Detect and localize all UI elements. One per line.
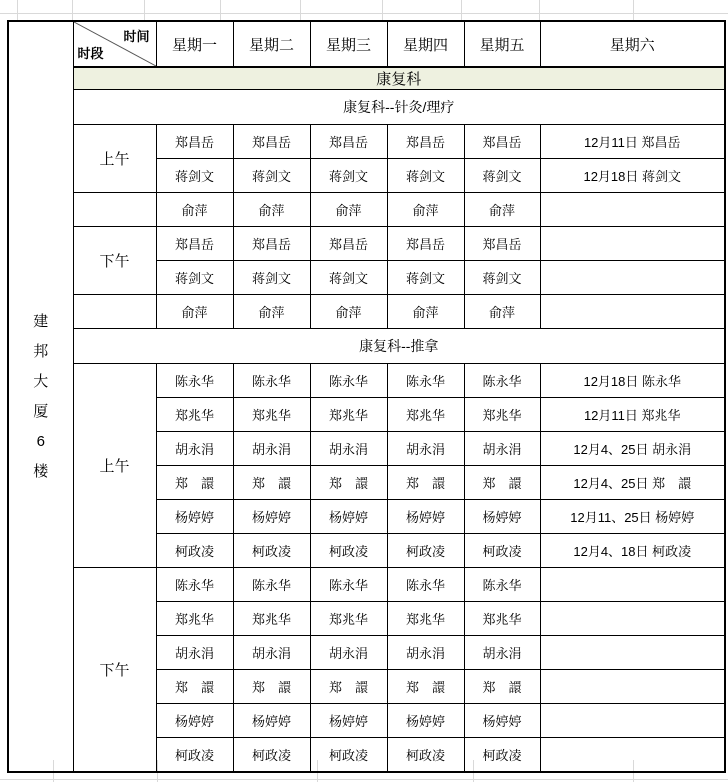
doctor-cell: 蒋剑文 [387, 261, 464, 295]
spreadsheet-gridline [539, 0, 540, 20]
saturday-note-cell [540, 568, 725, 602]
doctor-cell: 柯政凌 [310, 738, 387, 773]
doctor-cell: 蒋剑文 [310, 261, 387, 295]
doctor-cell: 胡永涓 [387, 432, 464, 466]
building-label-char: 6 [36, 432, 45, 450]
doctor-cell: 俞萍 [233, 295, 310, 329]
time-slot-label [73, 193, 156, 227]
doctor-cell: 胡永涓 [156, 432, 233, 466]
doctor-cell: 陈永华 [464, 568, 540, 602]
doctor-cell: 郑 譞 [156, 670, 233, 704]
doctor-cell: 柯政凌 [310, 534, 387, 568]
spreadsheet-gridline [461, 0, 462, 20]
doctor-cell: 郑昌岳 [387, 227, 464, 261]
time-slot-label [73, 295, 156, 329]
doctor-cell: 陈永华 [310, 364, 387, 398]
doctor-cell: 柯政凌 [464, 534, 540, 568]
day-header: 星期二 [233, 21, 310, 67]
doctor-cell: 俞萍 [156, 295, 233, 329]
schedule-table [7, 20, 726, 773]
doctor-cell: 柯政凌 [156, 738, 233, 773]
doctor-cell: 郑兆华 [464, 398, 540, 432]
doctor-cell: 蒋剑文 [387, 159, 464, 193]
spreadsheet-gridline [633, 0, 634, 20]
building-label-char: 大 [33, 372, 49, 390]
saturday-note-cell [540, 602, 725, 636]
doctor-cell: 胡永涓 [310, 432, 387, 466]
doctor-cell: 陈永华 [464, 364, 540, 398]
doctor-cell: 柯政凌 [387, 534, 464, 568]
doctor-cell: 杨婷婷 [387, 500, 464, 534]
corner-label-time: 时间 [123, 29, 150, 44]
saturday-note-cell [540, 738, 725, 773]
time-slot-label: 上午 [73, 125, 156, 193]
doctor-cell: 郑 譞 [464, 466, 540, 500]
doctor-cell: 郑兆华 [156, 398, 233, 432]
saturday-note-cell: 12月11日 郑昌岳 [540, 125, 725, 159]
doctor-cell: 胡永涓 [464, 636, 540, 670]
doctor-cell: 郑 譞 [464, 670, 540, 704]
saturday-note-cell: 12月11、25日 杨婷婷 [540, 500, 725, 534]
doctor-cell: 陈永华 [233, 364, 310, 398]
doctor-cell: 杨婷婷 [156, 704, 233, 738]
doctor-cell: 蒋剑文 [233, 261, 310, 295]
doctor-cell: 胡永涓 [464, 432, 540, 466]
doctor-cell: 杨婷婷 [387, 704, 464, 738]
saturday-note-cell [540, 193, 725, 227]
doctor-cell: 郑昌岳 [156, 125, 233, 159]
spreadsheet-gridline [0, 13, 728, 14]
doctor-cell: 郑 譞 [233, 670, 310, 704]
saturday-note-cell: 12月4、18日 柯政凌 [540, 534, 725, 568]
doctor-cell: 郑昌岳 [233, 125, 310, 159]
doctor-cell: 蒋剑文 [464, 261, 540, 295]
spreadsheet-gridline [382, 0, 383, 20]
spreadsheet-gridline [144, 0, 145, 20]
doctor-cell: 胡永涓 [387, 636, 464, 670]
spreadsheet-gridline [72, 0, 73, 20]
doctor-cell: 郑昌岳 [464, 125, 540, 159]
time-slot-label: 上午 [73, 364, 156, 568]
doctor-cell: 陈永华 [387, 568, 464, 602]
doctor-cell: 杨婷婷 [464, 500, 540, 534]
doctor-cell: 杨婷婷 [310, 500, 387, 534]
saturday-note-cell: 12月18日 陈永华 [540, 364, 725, 398]
spreadsheet-gridline [17, 0, 18, 20]
doctor-cell: 郑兆华 [310, 602, 387, 636]
doctor-cell: 柯政凌 [233, 534, 310, 568]
section-title-row: 康复科--针灸/理疗 [73, 90, 725, 125]
section-title-row: 康复科--推拿 [73, 329, 725, 364]
doctor-cell: 胡永涓 [310, 636, 387, 670]
doctor-cell: 杨婷婷 [233, 704, 310, 738]
doctor-cell: 蒋剑文 [233, 159, 310, 193]
doctor-cell: 胡永涓 [156, 636, 233, 670]
doctor-cell: 陈永华 [156, 364, 233, 398]
department-row: 康复科 [73, 67, 725, 90]
doctor-cell: 胡永涓 [233, 636, 310, 670]
building-label-char: 邦 [33, 342, 49, 360]
doctor-cell: 陈永华 [387, 364, 464, 398]
saturday-note-cell [540, 704, 725, 738]
doctor-cell: 郑兆华 [233, 602, 310, 636]
day-header: 星期一 [156, 21, 233, 67]
doctor-cell: 蒋剑文 [310, 159, 387, 193]
day-header: 星期五 [464, 21, 540, 67]
building-label-char: 楼 [33, 462, 49, 480]
doctor-cell: 俞萍 [310, 193, 387, 227]
doctor-cell: 陈永华 [156, 568, 233, 602]
time-slot-label: 下午 [73, 568, 156, 773]
doctor-cell: 蒋剑文 [156, 261, 233, 295]
time-slot-label: 下午 [73, 227, 156, 295]
spreadsheet-gridline [220, 0, 221, 20]
doctor-cell: 郑昌岳 [387, 125, 464, 159]
doctor-cell: 柯政凌 [387, 738, 464, 773]
spreadsheet-gridline [0, 779, 728, 780]
doctor-cell: 郑昌岳 [310, 227, 387, 261]
doctor-cell: 俞萍 [310, 295, 387, 329]
day-header: 星期三 [310, 21, 387, 67]
doctor-cell: 胡永涓 [233, 432, 310, 466]
day-header: 星期六 [540, 21, 725, 67]
doctor-cell: 郑 譞 [233, 466, 310, 500]
doctor-cell: 杨婷婷 [156, 500, 233, 534]
doctor-cell: 蒋剑文 [464, 159, 540, 193]
saturday-note-cell: 12月11日 郑兆华 [540, 398, 725, 432]
doctor-cell: 郑昌岳 [310, 125, 387, 159]
doctor-cell: 郑 譞 [387, 466, 464, 500]
doctor-cell: 郑 譞 [387, 670, 464, 704]
doctor-cell: 郑昌岳 [156, 227, 233, 261]
doctor-cell: 柯政凌 [464, 738, 540, 773]
doctor-cell: 杨婷婷 [464, 704, 540, 738]
doctor-cell: 俞萍 [387, 295, 464, 329]
corner-label-period: 时段 [77, 46, 104, 61]
doctor-cell: 郑兆华 [156, 602, 233, 636]
saturday-note-cell: 12月18日 蒋剑文 [540, 159, 725, 193]
doctor-cell: 郑 譞 [156, 466, 233, 500]
saturday-note-cell: 12月4、25日 郑 譞 [540, 466, 725, 500]
doctor-cell: 郑兆华 [387, 602, 464, 636]
doctor-cell: 郑兆华 [464, 602, 540, 636]
building-label [8, 21, 73, 772]
doctor-cell: 柯政凌 [233, 738, 310, 773]
saturday-note-cell [540, 261, 725, 295]
time-period-corner-cell [73, 21, 156, 67]
saturday-note-cell [540, 227, 725, 261]
doctor-cell: 郑 譞 [310, 670, 387, 704]
doctor-cell: 陈永华 [310, 568, 387, 602]
doctor-cell: 郑昌岳 [233, 227, 310, 261]
saturday-note-cell [540, 636, 725, 670]
building-label-char: 厦 [33, 402, 49, 420]
doctor-cell: 陈永华 [233, 568, 310, 602]
doctor-cell: 郑昌岳 [464, 227, 540, 261]
doctor-cell: 柯政凌 [156, 534, 233, 568]
spreadsheet-gridline [300, 0, 301, 20]
doctor-cell: 郑 譞 [310, 466, 387, 500]
saturday-note-cell [540, 670, 725, 704]
doctor-cell: 杨婷婷 [310, 704, 387, 738]
doctor-cell: 郑兆华 [233, 398, 310, 432]
doctor-cell: 俞萍 [464, 295, 540, 329]
doctor-cell: 郑兆华 [310, 398, 387, 432]
building-label-char: 建 [33, 312, 49, 330]
doctor-cell: 俞萍 [464, 193, 540, 227]
doctor-cell: 俞萍 [233, 193, 310, 227]
doctor-cell: 杨婷婷 [233, 500, 310, 534]
doctor-cell: 俞萍 [387, 193, 464, 227]
saturday-note-cell [540, 295, 725, 329]
doctor-cell: 俞萍 [156, 193, 233, 227]
doctor-cell: 蒋剑文 [156, 159, 233, 193]
saturday-note-cell: 12月4、25日 胡永涓 [540, 432, 725, 466]
doctor-cell: 郑兆华 [387, 398, 464, 432]
day-header: 星期四 [387, 21, 464, 67]
